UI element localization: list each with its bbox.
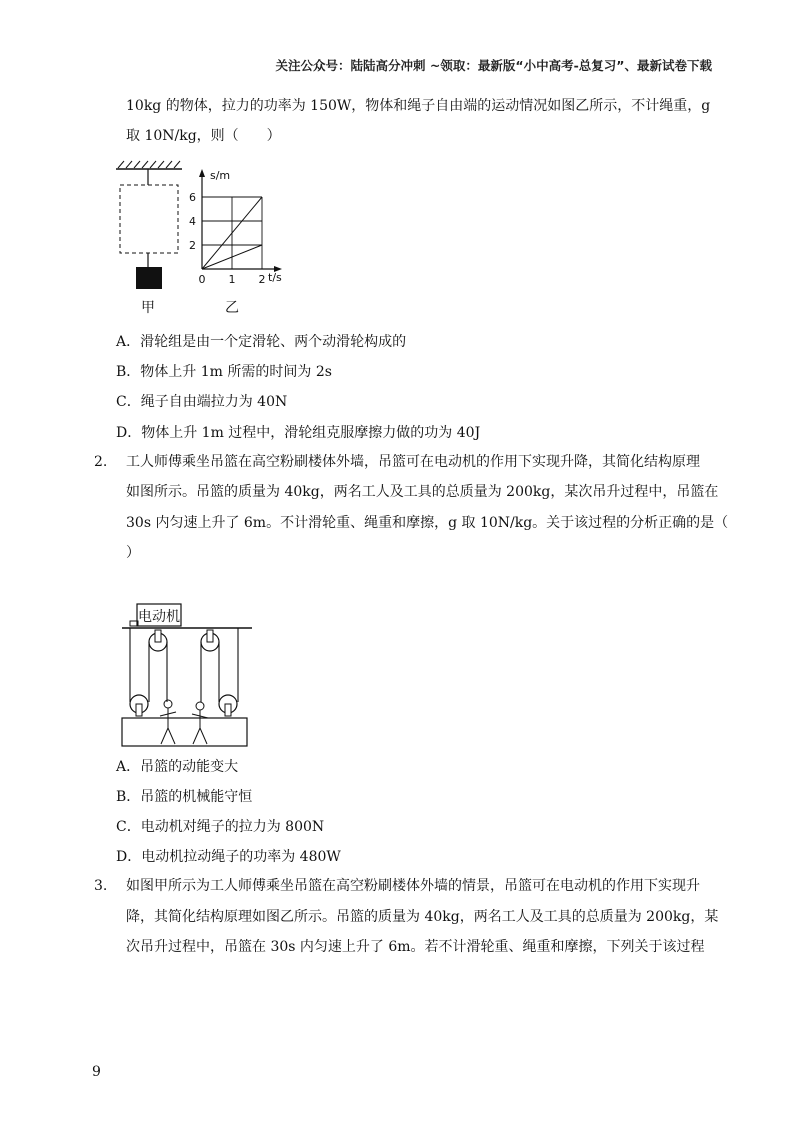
top-pulley-right-bracket <box>207 630 213 642</box>
y-tick-labels <box>189 191 196 252</box>
ceiling-hatch <box>118 161 180 168</box>
q2-number: 2. <box>94 454 108 470</box>
figure-jia <box>116 161 182 316</box>
q1-option-b: B．物体上升 1m 所需的时间为 2s <box>116 364 332 380</box>
q3-stem-line-1: 如图甲所示为工人师傅乘坐吊篮在高空粉刷楼体外墙的情景，吊篮可在电动机的作用下实现升 <box>126 878 700 894</box>
q2-option-c: C．电动机对绳子的拉力为 800N <box>116 819 325 835</box>
q3-stem-line-2: 降，其简化结构原理如图乙所示。吊篮的质量为 40kg，两名工人及工具的总质量为 200kg，某 <box>126 909 719 925</box>
y-tick-4: 4 <box>189 215 196 228</box>
x-tick-1: 1 <box>228 273 236 286</box>
q2-stem-line-4: ） <box>126 545 140 561</box>
worker-right <box>192 702 208 744</box>
label-yi: 乙 <box>225 300 239 316</box>
pulley-block-dashed <box>120 185 178 253</box>
q2-option-a: A．吊篮的动能变大 <box>116 759 239 775</box>
page-header: 关注公众号：陆陆高分冲刺 ~领取：最新版“小中高考-总复习”、最新试卷下载 <box>275 58 712 73</box>
q3-stem-line-3: 次吊升过程中，吊篮在 30s 内匀速上升了 6m。若不计滑轮重、绳重和摩擦，下列关于该过程 <box>126 939 705 955</box>
q2-stem-line-3: 30s 内匀速上升了 6m。不计滑轮重、绳重和摩擦，g 取 10N/kg。关于该过程的分析正确的是（ <box>126 515 729 531</box>
q1-stem-line-1: 10kg 的物体，拉力的功率为 150W，物体和绳子自由端的运动情况如图乙所示，不计绳重，g <box>126 98 711 114</box>
y-axis-arrow <box>199 169 205 177</box>
q2-option-b: B．吊篮的机械能守恒 <box>116 789 253 805</box>
q1-option-a: A．滑轮组是由一个定滑轮、两个动滑轮构成的 <box>116 334 407 350</box>
x-tick-0: 0 <box>198 273 206 286</box>
q1-option-c: C．绳子自由端拉力为 40N <box>116 394 288 410</box>
page-number: 9 <box>92 1064 101 1080</box>
y-axis-label: s/m <box>210 169 231 182</box>
q1-option-d: D．物体上升 1m 过程中，滑轮组克服摩擦力做的功为 40J <box>116 425 481 441</box>
y-tick-2: 2 <box>189 239 196 252</box>
basket <box>122 718 247 746</box>
bottom-pulley-left-bracket <box>136 704 142 716</box>
q3-number: 3. <box>94 878 108 894</box>
q1-figure <box>110 155 310 324</box>
y-tick-6: 6 <box>189 191 196 204</box>
weight-block <box>136 267 162 289</box>
q2-figure-svg <box>112 598 257 750</box>
top-pulley-left-bracket <box>155 630 161 642</box>
ropes <box>130 628 238 702</box>
q2-option-d: D．电动机拉动绳子的功率为 480W <box>116 849 341 865</box>
figure-yi <box>189 169 282 316</box>
bottom-pulley-right-bracket <box>225 704 231 716</box>
worker-left <box>160 700 176 744</box>
x-tick-labels <box>199 273 266 286</box>
x-tick-2: 2 <box>258 273 266 286</box>
q1-stem-line-2: 取 10N/kg，则（ ） <box>126 128 281 144</box>
motor-label: 电动机 <box>138 609 180 625</box>
label-jia: 甲 <box>141 300 155 316</box>
q2-stem-line-1: 工人师傅乘坐吊篮在高空粉刷楼体外墙，吊篮可在电动机的作用下实现升降，其简化结构原理 <box>126 454 700 470</box>
x-axis-label: t/s <box>268 271 282 284</box>
q1-figure-svg <box>110 155 310 320</box>
q2-figure <box>112 598 257 754</box>
q2-stem-line-2: 如图所示。吊篮的质量为 40kg，两名工人及工具的总质量为 200kg，某次吊升过程中，吊篮在 <box>126 484 719 500</box>
